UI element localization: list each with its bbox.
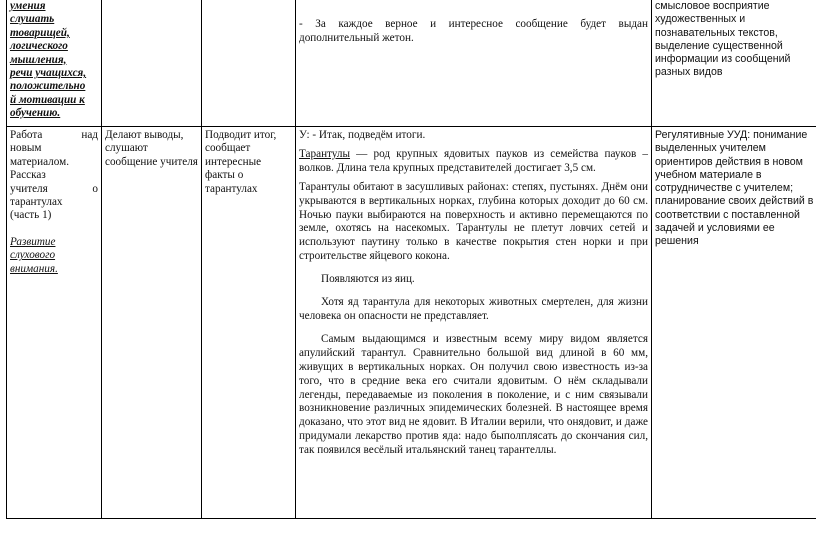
student-activity: Делают выводы, слушают сообщение учителя <box>105 129 198 168</box>
stage-line: Рассказ <box>10 169 46 182</box>
goal-line: Развитие <box>10 235 56 248</box>
stage-goal <box>10 236 98 276</box>
goal-line: умения <box>10 0 46 12</box>
term-tarantulas: Тарантулы <box>299 147 351 160</box>
content-paragraph-venom: Хотя яд тарантула для некоторых животных смертелен, для жизни человека он опасности не представляет. <box>299 296 648 322</box>
stage-line: материалом. <box>10 155 70 168</box>
cell-students <box>102 127 202 519</box>
stage-line: (часть 1) <box>10 209 52 222</box>
stage-line: Работа над <box>10 129 98 141</box>
cell-stage-top <box>7 0 102 127</box>
goal-line: речи учащихся, <box>10 67 87 80</box>
goal-line: обучению. <box>10 107 61 120</box>
stage-line: учителя о <box>10 182 98 195</box>
cell-stage <box>7 127 102 519</box>
uud-continued: смысловое восприятие художественных и познавательных текстов, выделение существенной информации из сообщений разных видов <box>655 0 791 79</box>
cell-uud-top <box>652 0 816 127</box>
goal-line: внимания. <box>10 262 58 275</box>
goal-line: товарищей, <box>10 26 70 39</box>
goal-line: мышления, <box>10 53 67 66</box>
cell-students-top <box>102 0 202 127</box>
cell-content <box>296 127 652 519</box>
stage-goal-continued <box>10 0 98 121</box>
stage-line: новым <box>10 142 42 155</box>
goal-line: слушать <box>10 13 55 26</box>
stage-line: тарантулах <box>10 196 63 209</box>
goal-line: положительно <box>10 80 86 93</box>
table-row-top <box>7 0 816 127</box>
token-note: - За каждое верное и интересное сообщение будет выдан дополнительный жетон. <box>299 18 648 44</box>
definition-text: — род крупных ядовитых пауков из семейства пауков – волков. Длина тела крупных представителей достигает 3,5 см. <box>299 147 648 174</box>
content-paragraph-apulian: Самым выдающимся и известным всему миру видом является апулийский тарантул. Сравнительно большой вид длиной в 60 мм, живущих в вертикальных норках. Он получил свою известность из-за того, что в средние века его считали ядовитым. О нём складывали легенды, передаваемые из поколения в поколение, и с ним связывали возникновение различных эпидемических болезней. В настоящее время доказано, что этот вид не ядовит. В Италии верили, что онядовит, и даже придумали лекарство против яда: надо быполплясать до скончания сил, так появился весёлый итальянский танец тарантеллы. <box>299 332 648 457</box>
goal-line: й мотивации к <box>10 93 85 106</box>
stage-title <box>10 129 98 223</box>
teacher-activity: Подводит итог, сообщает интересные факты о тарантулах <box>205 129 277 195</box>
uud-text: Регулятивные УУД: понимание выделенных учителем ориентиров действия в новом учебном материале в сотрудничестве с учителем; планирование своих действий в соответствии с поставленной задачей и условиями ее решения <box>655 129 814 248</box>
content-paragraph-eggs: Появляются из яиц. <box>321 273 415 286</box>
content-definition <box>299 148 648 176</box>
table-row-main <box>7 127 816 519</box>
content-paragraph-habitat: Тарантулы обитают в засушливых районах: степях, пустынях. Днём они укрываются в вертикальных норках, глубина которых доходит до 60 см. Ночью пауки выбираются на поверхность и активно перемещаются по земле, охотясь на насекомых. Тарантулы не плетут ловчих сетей и используют паутину только в качестве покрытия стен норки и при строительстве яйцевого кокона. <box>299 180 648 263</box>
cell-teacher <box>202 127 296 519</box>
cell-content-top <box>296 0 652 127</box>
content-intro: У: - Итак, подведём итоги. <box>299 129 426 141</box>
cell-teacher-top <box>202 0 296 127</box>
cell-uud <box>652 127 816 519</box>
goal-line: слухового <box>10 249 56 262</box>
goal-line: логического <box>10 40 68 53</box>
lesson-plan-table <box>6 0 816 519</box>
